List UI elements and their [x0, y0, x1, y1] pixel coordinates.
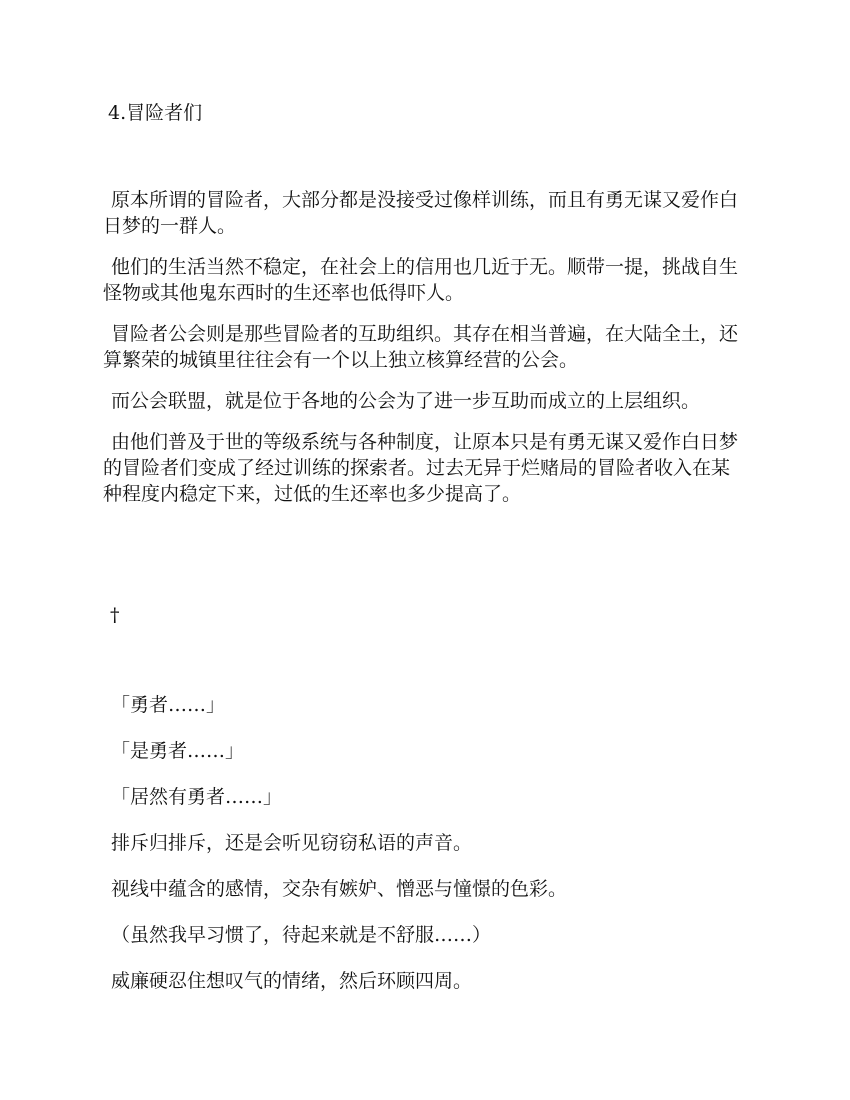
- paragraph: 原本所谓的冒险者，大部分都是没接受过像样训练，而且有勇无谋又爱作白日梦的一群人。: [103, 189, 739, 237]
- paragraph: 冒险者公会则是那些冒险者的互助组织。其存在相当普遍，在大陆全土，还算繁荣的城镇里往往会有一个以上独立核算经营的公会。: [103, 323, 739, 371]
- dialogue-line: 「勇者……」: [111, 694, 226, 716]
- paragraph: 视线中蕴含的感情，交杂有嫉妒、憎恶与憧憬的色彩。: [111, 878, 568, 900]
- dialogue-section: [103, 692, 743, 1014]
- narrative-section: [103, 187, 743, 522]
- paragraph: 而公会联盟，就是位于各地的公会为了进一步互助而成立的上层组织。: [111, 390, 701, 412]
- section-divider: †: [110, 604, 120, 626]
- paragraph: 威廉硬忍住想叹气的情绪，然后环顾四周。: [111, 970, 473, 992]
- dialogue-line: 「居然有勇者……」: [111, 786, 283, 808]
- paragraph: 他们的生活当然不稳定，在社会上的信用也几近于无。顺带一提，挑战自生怪物或其他鬼东西时的生还率也低得吓人。: [103, 256, 739, 304]
- paragraph: 排斥归排斥，还是会听见窃窃私语的声音。: [111, 832, 473, 854]
- paragraph: 由他们普及于世的等级系统与各种制度，让原本只是有勇无谋又爱作白日梦的冒险者们变成了经过训练的探索者。过去无异于烂赌局的冒险者收入在某种程度内稳定下来，过低的生还率也多少提高了。: [103, 431, 739, 505]
- chapter-title: 4.冒险者们: [108, 102, 203, 124]
- inner-thought: （虽然我早习惯了，待起来就是不舒服……）: [111, 924, 492, 946]
- dialogue-line: 「是勇者……」: [111, 740, 245, 762]
